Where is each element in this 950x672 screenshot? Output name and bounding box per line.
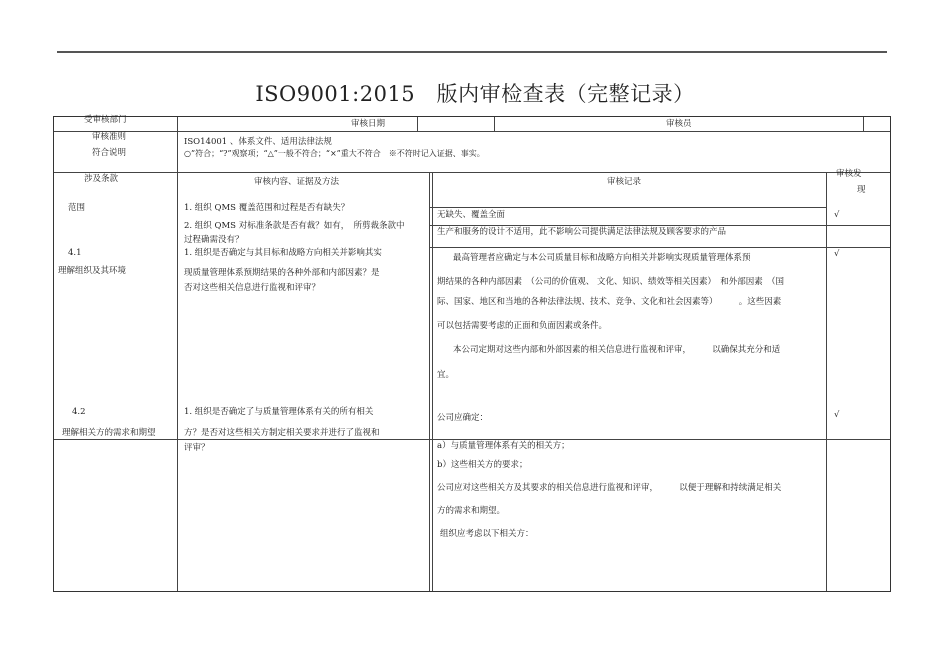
col-line — [417, 117, 418, 131]
clause-4-1-question-1: 1. 组织是否确定与其目标和战略方向相关并影响其实 — [184, 248, 382, 258]
clause-4-2-question-2: 方？是否对这些相关方制定相关要求并进行了监视和 — [184, 428, 380, 438]
audit-checklist-table — [53, 116, 891, 592]
dept-label: 受审核部门 — [84, 115, 127, 125]
legend-value: ○”符合；“?”观察项；“△”一般不符合；“×”重大不符合 ※不符时记入证据、事实。 — [184, 149, 485, 158]
top-rule — [57, 51, 887, 53]
criteria-value: ISO14001 、体系文件、适用法律法规 — [184, 137, 332, 147]
clause-4-1-question-2: 现质量管理体系预期结果的各种外部和内部因素？是 — [184, 268, 380, 278]
clause-4-2-question-1: 1. 组织是否确定了与质量管理体系有关的所有相关 — [184, 407, 374, 417]
row-line — [54, 439, 890, 440]
clause-4-1-record-5: 本公司定期对这些内部和外部因素的相关信息进行监视和评审， 以确保其充分和适 — [453, 345, 781, 355]
row-line — [429, 225, 890, 226]
clause-4-2-record-6: 组织应考虑以下相关方： — [440, 529, 534, 539]
clause-4-2-question-3: 评审？ — [184, 443, 210, 453]
clause-4-2-record-2: a）与质量管理体系有关的相关方； — [437, 441, 570, 451]
legend-label: 符合说明 — [92, 148, 127, 158]
scope-question-2: 2. 组织 QMS 对标准条款是否有裁？如有， 所剪裁条款中 — [184, 221, 405, 231]
row-line — [54, 172, 890, 173]
clause-4-1-record-1: 最高管理者应确定与本公司质量目标和战略方向相关并影响实现质量管理体系预 — [453, 253, 751, 263]
criteria-label: 审核准则 — [92, 132, 127, 142]
col-header-judge: 审核发 — [836, 169, 862, 179]
scope-question-2b: 过程确需没有？ — [184, 235, 244, 245]
col-header-judge-2: 现 — [857, 185, 866, 195]
col-line — [826, 172, 827, 591]
clause-4-2-record-3: b）这些相关方的要求； — [437, 460, 528, 470]
clause-4-1-number: 4.1 — [68, 248, 82, 258]
clause-4-1-record-2: 期结果的各种内部因素 （公司的价值观、 文化、知识、绩效等相关因素） 和外部因素 （国 — [437, 277, 784, 287]
col-line — [863, 117, 864, 131]
clause-4-2-name: 理解相关方的需求和期望 — [62, 428, 156, 438]
col-line — [177, 117, 178, 591]
row-line — [54, 131, 890, 132]
clause-4-2-record-1: 公司应确定： — [437, 413, 489, 423]
col-line — [432, 172, 433, 591]
scope-record-2: 生产和服务的设计不适用，此不影响公司提供满足法律法规及顾客要求的产品 — [437, 227, 727, 237]
col-header-record: 审核记录 — [607, 177, 642, 187]
clause-4-1-question-3: 否对这些相关信息进行监视和评审？ — [184, 283, 321, 293]
col-line — [494, 117, 495, 131]
clause-4-1-check: √ — [834, 249, 840, 259]
row-line — [429, 207, 826, 208]
col-header-clause: 涉及条款 — [84, 174, 119, 184]
col-header-method: 审核内容、证据及方法 — [254, 177, 340, 187]
clause-4-2-number: 4.2 — [72, 407, 86, 417]
clause-4-1-record-6: 宜。 — [437, 370, 455, 380]
scope-check: √ — [834, 210, 840, 220]
page-title: ISO9001:2015 版内审检查表（完整记录） — [255, 82, 695, 106]
clause-4-1-record-4: 可以包括需要考虑的正面和负面因素或条件。 — [437, 321, 608, 331]
clause-4-1-record-3: 际、国家、地区和当地的各种法律法规、技术、竞争、文化和社会因素等） 。这些因素 — [437, 297, 782, 307]
col-line — [429, 172, 430, 591]
clause-4-1-name: 理解组织及其环境 — [58, 266, 127, 276]
scope-question-1: 1. 组织 QMS 覆盖范围和过程是否有缺失？ — [184, 203, 350, 213]
auditor-label: 审核员 — [666, 119, 692, 129]
clause-4-2-record-4: 公司应对这些相关方及其要求的相关信息进行监视和评审， 以便于理解和持续满足相关 — [437, 483, 782, 493]
clause-4-2-record-5: 方的需求和期望。 — [437, 506, 506, 516]
date-label: 审核日期 — [351, 119, 386, 129]
clause-4-2-check: √ — [834, 410, 840, 420]
scope-record-1: 无缺失、覆盖全面 — [437, 210, 506, 220]
scope-label: 范围 — [68, 203, 86, 213]
row-line — [429, 247, 890, 248]
